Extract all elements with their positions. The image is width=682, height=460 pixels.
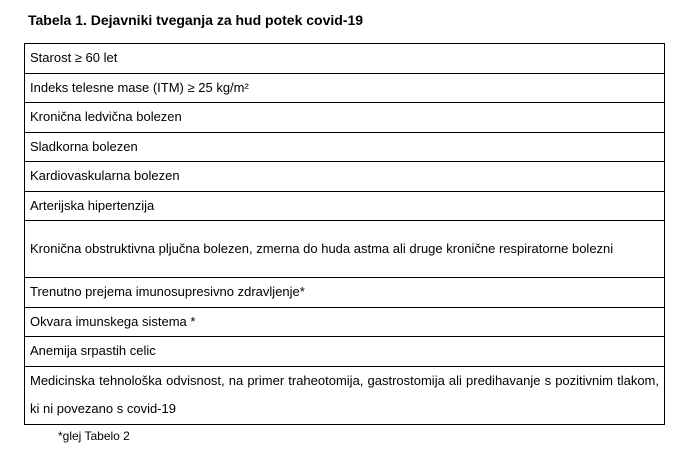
table-row bbox=[25, 221, 665, 278]
table-row bbox=[25, 191, 665, 221]
table-cell-diabetes: Sladkorna bolezen bbox=[25, 132, 665, 162]
table-cell-respiratory: Kronična obstruktivna pljučna bolezen, zmerna do huda astma ali druge kronične respiratorne bolezni bbox=[25, 221, 665, 278]
table-cell-tech-dependence: Medicinska tehnološka odvisnost, na primer traheotomija, gastrostomija ali predihavanje s pozitivnim tlakom, ki ni povezano s covid-19 bbox=[25, 366, 665, 424]
table-row bbox=[25, 44, 665, 74]
table-cell-kidney-disease: Kronična ledvična bolezen bbox=[25, 103, 665, 133]
table-cell-bmi: Indeks telesne mase (ITM) ≥ 25 kg/m² bbox=[25, 73, 665, 103]
table-title: Tabela 1. Dejavniki tveganja za hud potek covid-19 bbox=[28, 12, 364, 28]
table-cell-cardiovascular: Kardiovaskularna bolezen bbox=[25, 162, 665, 192]
table-cell-hypertension: Arterijska hipertenzija bbox=[25, 191, 665, 221]
risk-factors-table bbox=[24, 43, 665, 425]
table-row bbox=[25, 366, 665, 424]
table-row bbox=[25, 162, 665, 192]
table-cell-age: Starost ≥ 60 let bbox=[25, 44, 665, 74]
table-row bbox=[25, 337, 665, 367]
table-row bbox=[25, 103, 665, 133]
table-row bbox=[25, 73, 665, 103]
table-cell-immunosuppressive: Trenutno prejema imunosupresivno zdravljenje* bbox=[25, 278, 665, 308]
table-row bbox=[25, 132, 665, 162]
footnote: *glej Tabelo 2 bbox=[58, 429, 130, 443]
table-cell-sickle-cell: Anemija srpastih celic bbox=[25, 337, 665, 367]
table-cell-immune-deficiency: Okvara imunskega sistema * bbox=[25, 307, 665, 337]
table-row bbox=[25, 307, 665, 337]
table-row bbox=[25, 278, 665, 308]
